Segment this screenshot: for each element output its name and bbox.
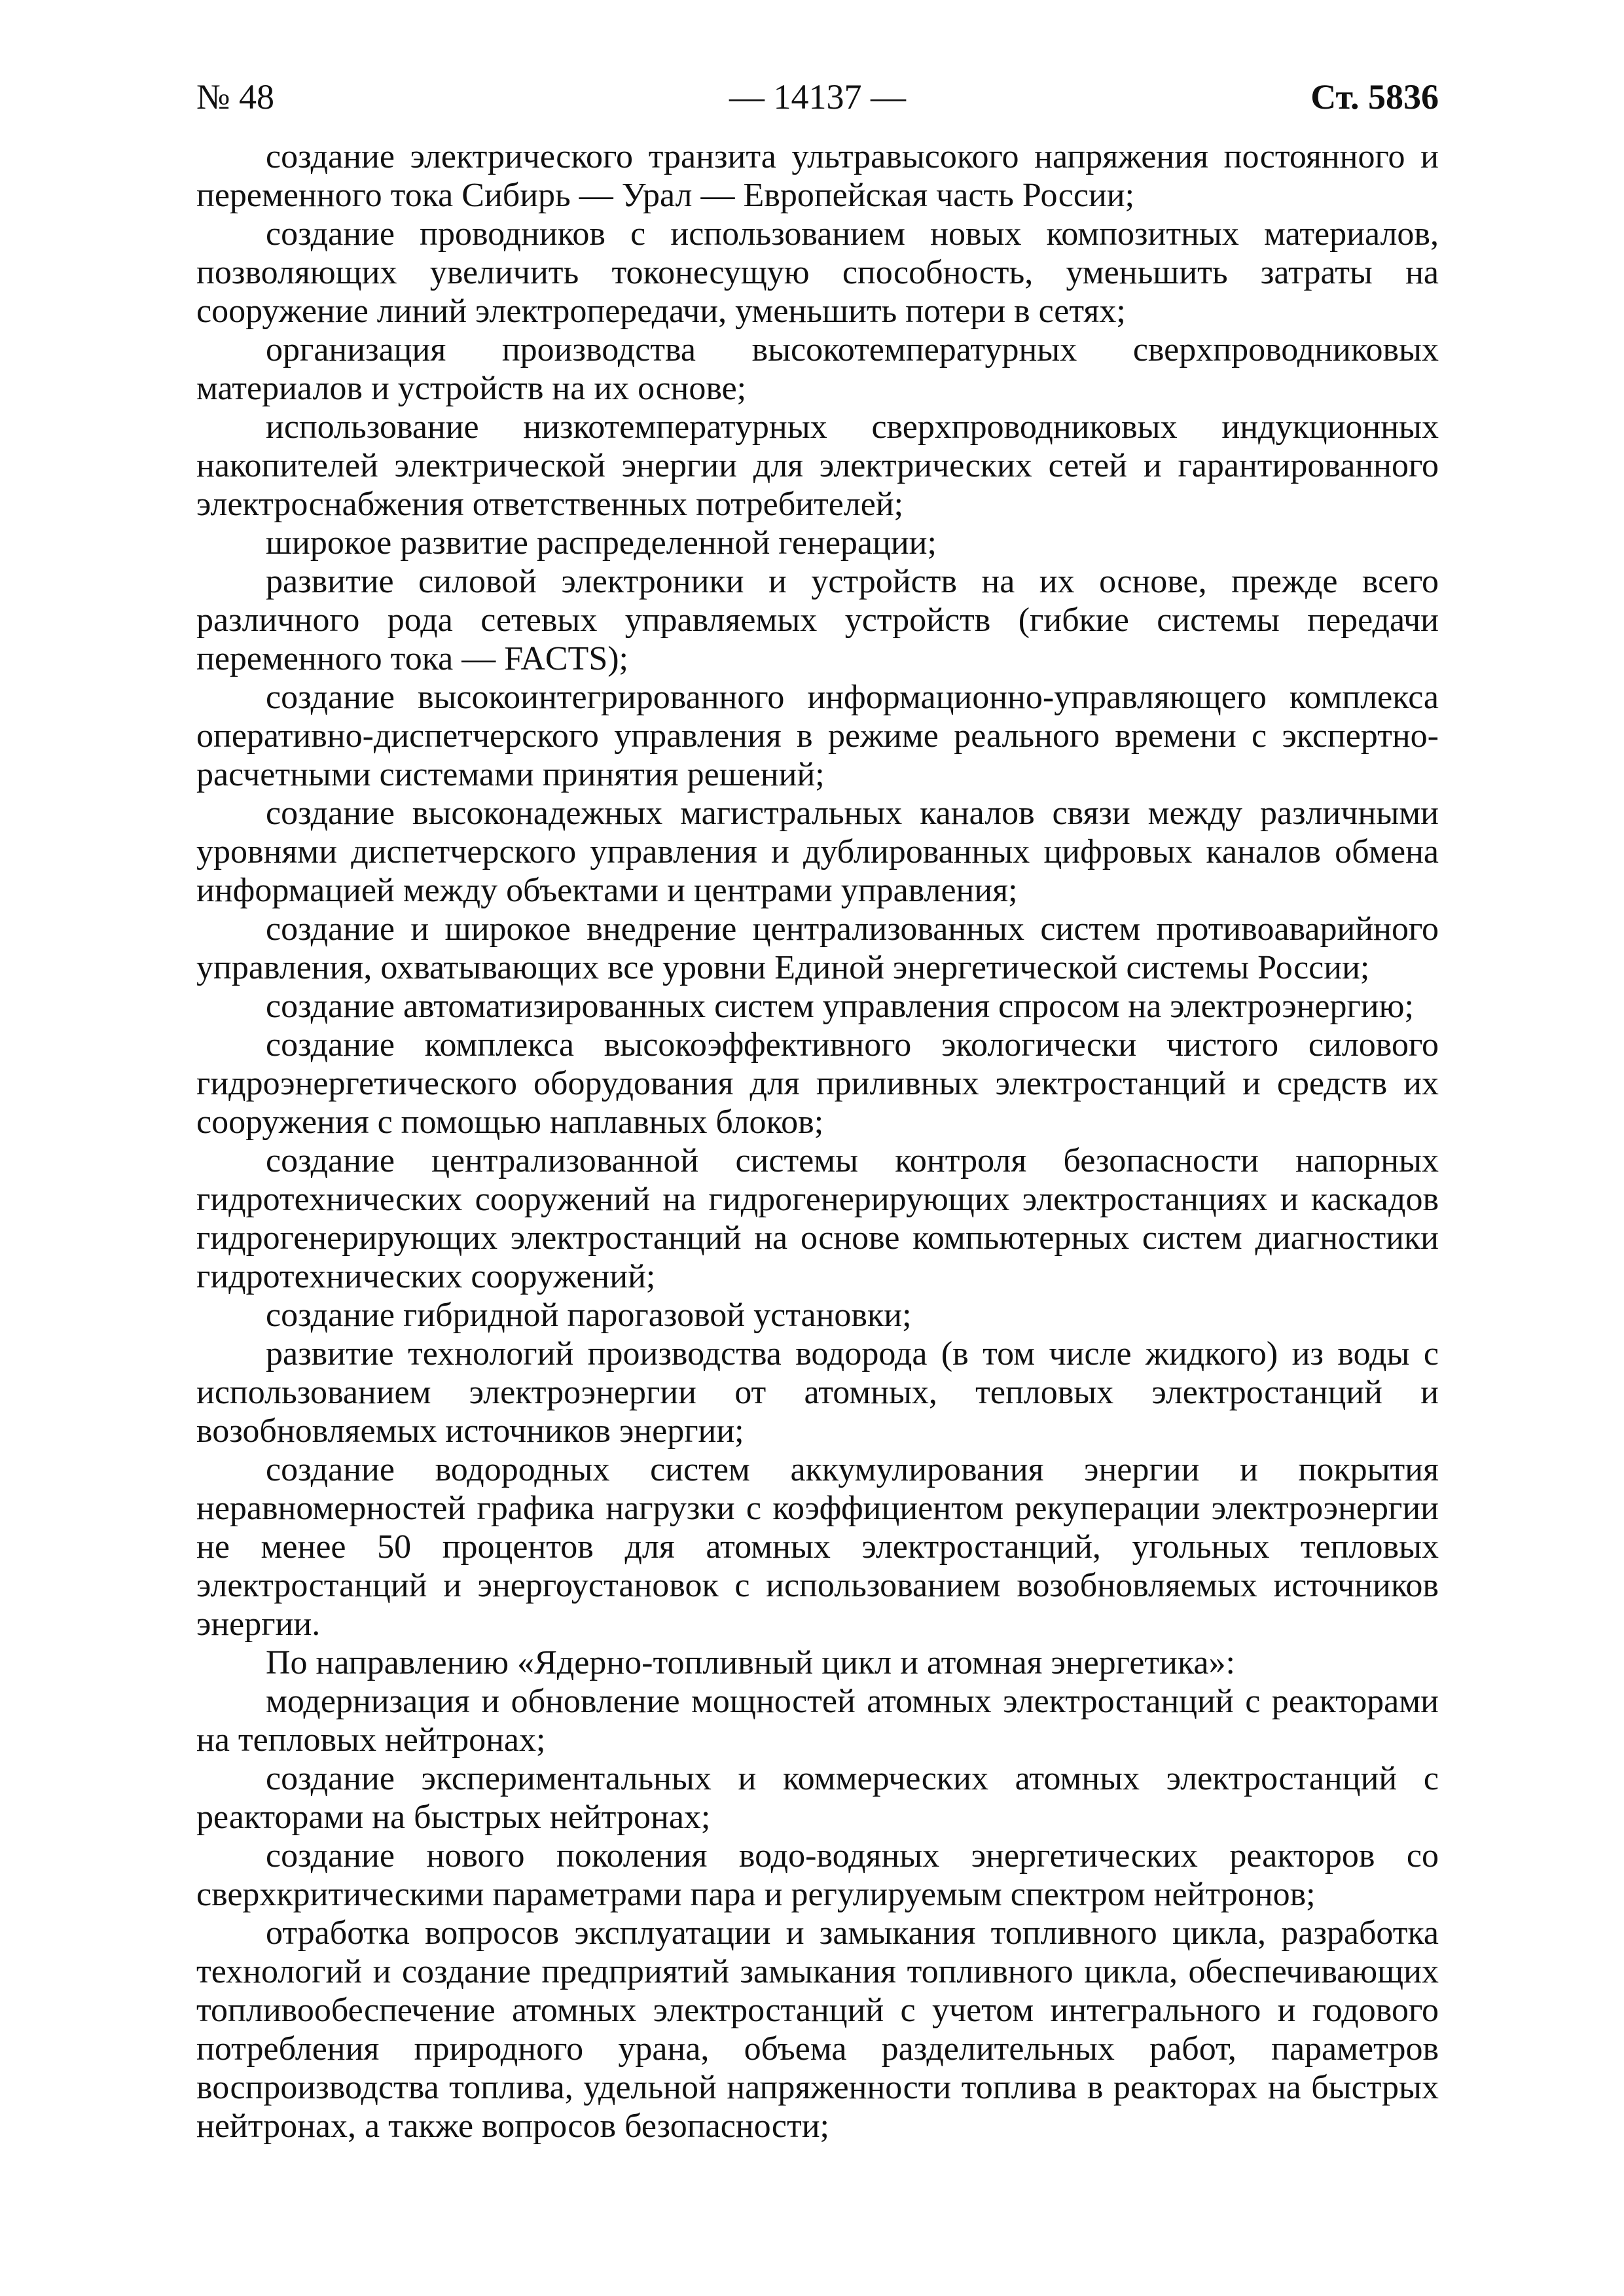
paragraph: создание гибридной парогазовой установки; [266,1297,912,1334]
paragraph: модернизация и обновление мощностей атомных электростанций с реакторами на тепловых нейтронах; [196,1683,1439,1759]
section-heading: По направлению «Ядерно-топливный цикл и атомная энергетика»: [266,1644,1235,1681]
paragraph: создание комплекса высокоэффективного экологически чистого силового гидроэнергетического оборудования для приливных электростанций и средств их сооружения с помощью наплавных блоков; [196,1026,1439,1141]
page-header [196,71,1439,123]
paragraph: широкое развитие распределенной генерации; [266,524,937,562]
paragraph: использование низкотемпературных сверхпроводниковых индукционных накопителей электрической энергии для электрических сетей и гарантированного электроснабжения ответственных потребителей; [196,408,1439,523]
article-number: Ст. 5836 [1310,77,1439,117]
issue-number: № 48 [196,77,275,117]
paragraph: создание и широкое внедрение централизованных систем противоаварийного управления, охватывающих все уровни Единой энергетической системы России; [196,910,1439,986]
paragraph: создание высоконадежных магистральных каналов связи между различными уровнями диспетчерского управления и дублированных цифровых каналов обмена информацией между объектами и центрами управления; [196,795,1439,909]
page-number: — 14137 — [729,77,906,117]
paragraph: создание централизованной системы контроля безопасности напорных гидротехнических сооружений на гидрогенерирующих электростанциях и каскадов гидрогенерирующих электростанций на основе компьютерных систем диагностики гидротехнических сооружений; [196,1142,1439,1295]
paragraph: создание нового поколения водо-водяных энергетических реакторов со сверхкритическими параметрами пара и регулируемым спектром нейтронов; [196,1837,1439,1913]
document-body [196,137,1439,2145]
paragraph: создание экспериментальных и коммерческих атомных электростанций с реакторами на быстрых нейтронах; [196,1760,1439,1836]
paragraph: создание водородных систем аккумулирования энергии и покрытия неравномерностей графика нагрузки с коэффициентом рекуперации электроэнергии не менее 50 процентов для атомных электростанций, угольных тепловых электростанций и энергоустановок с использованием возобновляемых источников энергии. [196,1451,1439,1643]
paragraph: отработка вопросов эксплуатации и замыкания топливного цикла, разработка технологий и создание предприятий замыкания топливного цикла, обеспечивающих топливообеспечение атомных электростанций с учетом интегрального и годового потребления природного урана, объема разделительных работ, параметров воспроизводства топлива, удельной напряженности топлива в реакторах на быстрых нейтронах, а также вопросов безопасности; [196,1914,1439,2145]
paragraph: создание автоматизированных систем управления спросом на электроэнергию; [266,988,1414,1025]
paragraph: развитие технологий производства водорода (в том числе жидкого) из воды с использованием электроэнергии от атомных, тепловых электростанций и возобновляемых источников энергии; [196,1335,1439,1450]
paragraph: организация производства высокотемпературных сверхпроводниковых материалов и устройств на их основе; [196,331,1439,407]
paragraph: создание проводников с использованием новых композитных материалов, позволяющих увеличить токонесущую способность, уменьшить затраты на сооружение линий электропередачи, уменьшить потери в сетях; [196,215,1439,330]
paragraph: создание высокоинтегрированного информационно-управляющего комплекса оперативно-диспетчерского управления в режиме реального времени с экспертно-расчетными системами принятия решений; [196,679,1439,793]
paragraph: создание электрического транзита ультравысокого напряжения постоянного и переменного тока Сибирь — Урал — Европейская часть России; [196,138,1439,214]
paragraph: развитие силовой электроники и устройств на их основе, прежде всего различного рода сетевых управляемых устройств (гибкие системы передачи переменного тока — FACTS); [196,563,1439,677]
